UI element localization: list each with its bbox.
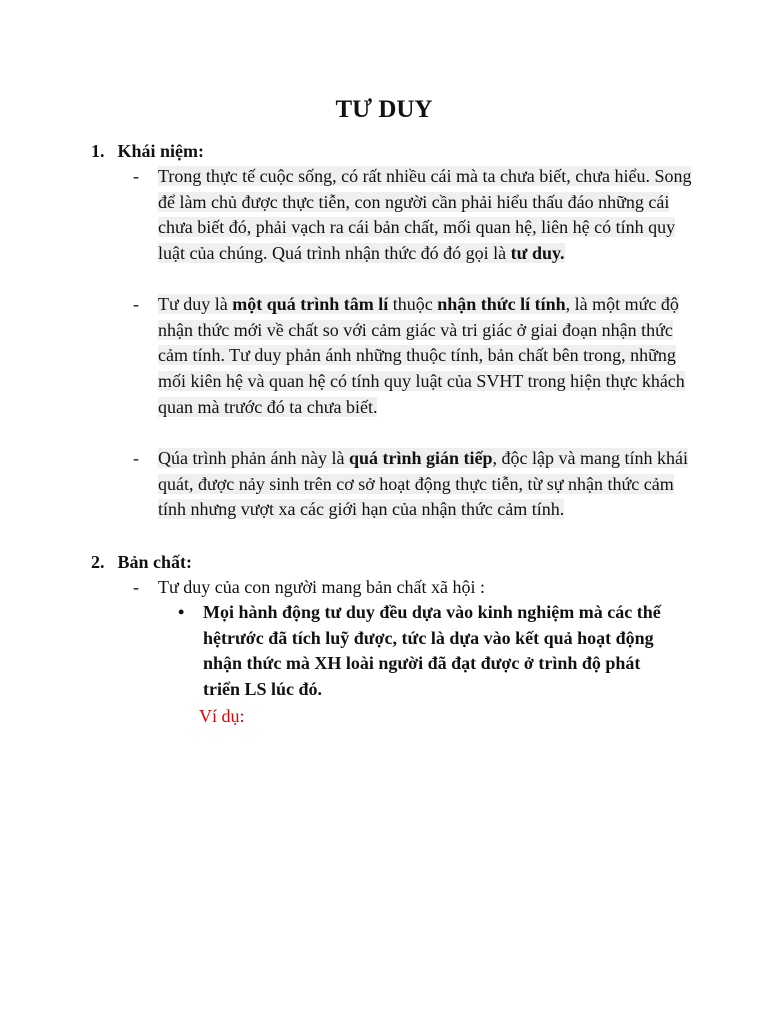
dash-marker: - (133, 577, 139, 597)
document-title: TƯ DUY (335, 96, 433, 123)
bold-run: một quá trình tâm lí (232, 294, 389, 314)
dash-marker: - (133, 448, 139, 468)
text-run: , độc lập và mang tính khái quát, được nảy sinh trên cơ sở hoạt động thực tiễn, từ sự nhận thức cảm tính nhưng vượt xa các giới hạn của nhận thức cảm tính. (158, 448, 688, 520)
bold-run: tư duy. (510, 243, 565, 264)
list-item-text: Tư duy của con người mang bản chất xã hội : (158, 577, 485, 597)
section-heading-ban-chat (91, 549, 192, 575)
example-label: Ví dụ: (199, 706, 245, 726)
section-heading-khai-niem (91, 138, 204, 164)
bullet-dot-icon: • (178, 602, 185, 622)
dash-marker: - (133, 294, 139, 314)
list-item-text (158, 164, 693, 267)
text-run: thuộc (388, 294, 438, 314)
section-title: Bản chất: (117, 552, 193, 572)
section-title: Khái niệm: (117, 141, 205, 161)
bullet-item (178, 600, 668, 703)
list-item (133, 164, 693, 267)
list-item-text (158, 292, 693, 421)
list-item (133, 575, 693, 601)
section-number: 1. (91, 141, 105, 161)
list-item-text (158, 446, 693, 523)
bullet-text: Mọi hành động tư duy đều dựa vào kinh nghiệm mà các thế hệtrước đã tích luỹ được, tức là dựa vào kết quả hoạt động nhận thức mà XH loài người đã đạt được ở trình độ phát triển LS lúc đó. (203, 602, 661, 700)
bold-run: quá trình gián tiếp (348, 448, 493, 468)
text-run: Qúa trình phản ánh này là (158, 448, 349, 468)
section-number: 2. (91, 552, 105, 572)
text-run: , là một mức độ nhận thức mới về chất so với cảm giác và tri giác ở giai đoạn nhận thức cảm tính. Tư duy phản ánh những thuộc tính, bản chất bên trong, những mối kiên hệ và quan hệ có tính quy luật của SVHT trong hiện thực khách quan mà trước đó ta chưa biết. (158, 294, 685, 417)
text-run: Trong thực tế cuộc sống, có rất nhiều cái mà ta chưa biết, chưa hiểu. Song để làm chủ được thực tiễn, con người cần phải hiểu thấu đáo những cái chưa biết đó, phải vạch ra cái bản chất, mối quan hệ, liên hệ có tính quy luật của chúng. Quá trình nhận thức đó đó gọi là (158, 166, 692, 264)
list-item (133, 446, 693, 523)
bold-run: nhận thức lí tính (437, 294, 566, 314)
text-run: Tư duy là (158, 294, 233, 314)
list-item (133, 292, 693, 421)
dash-marker: - (133, 166, 139, 186)
